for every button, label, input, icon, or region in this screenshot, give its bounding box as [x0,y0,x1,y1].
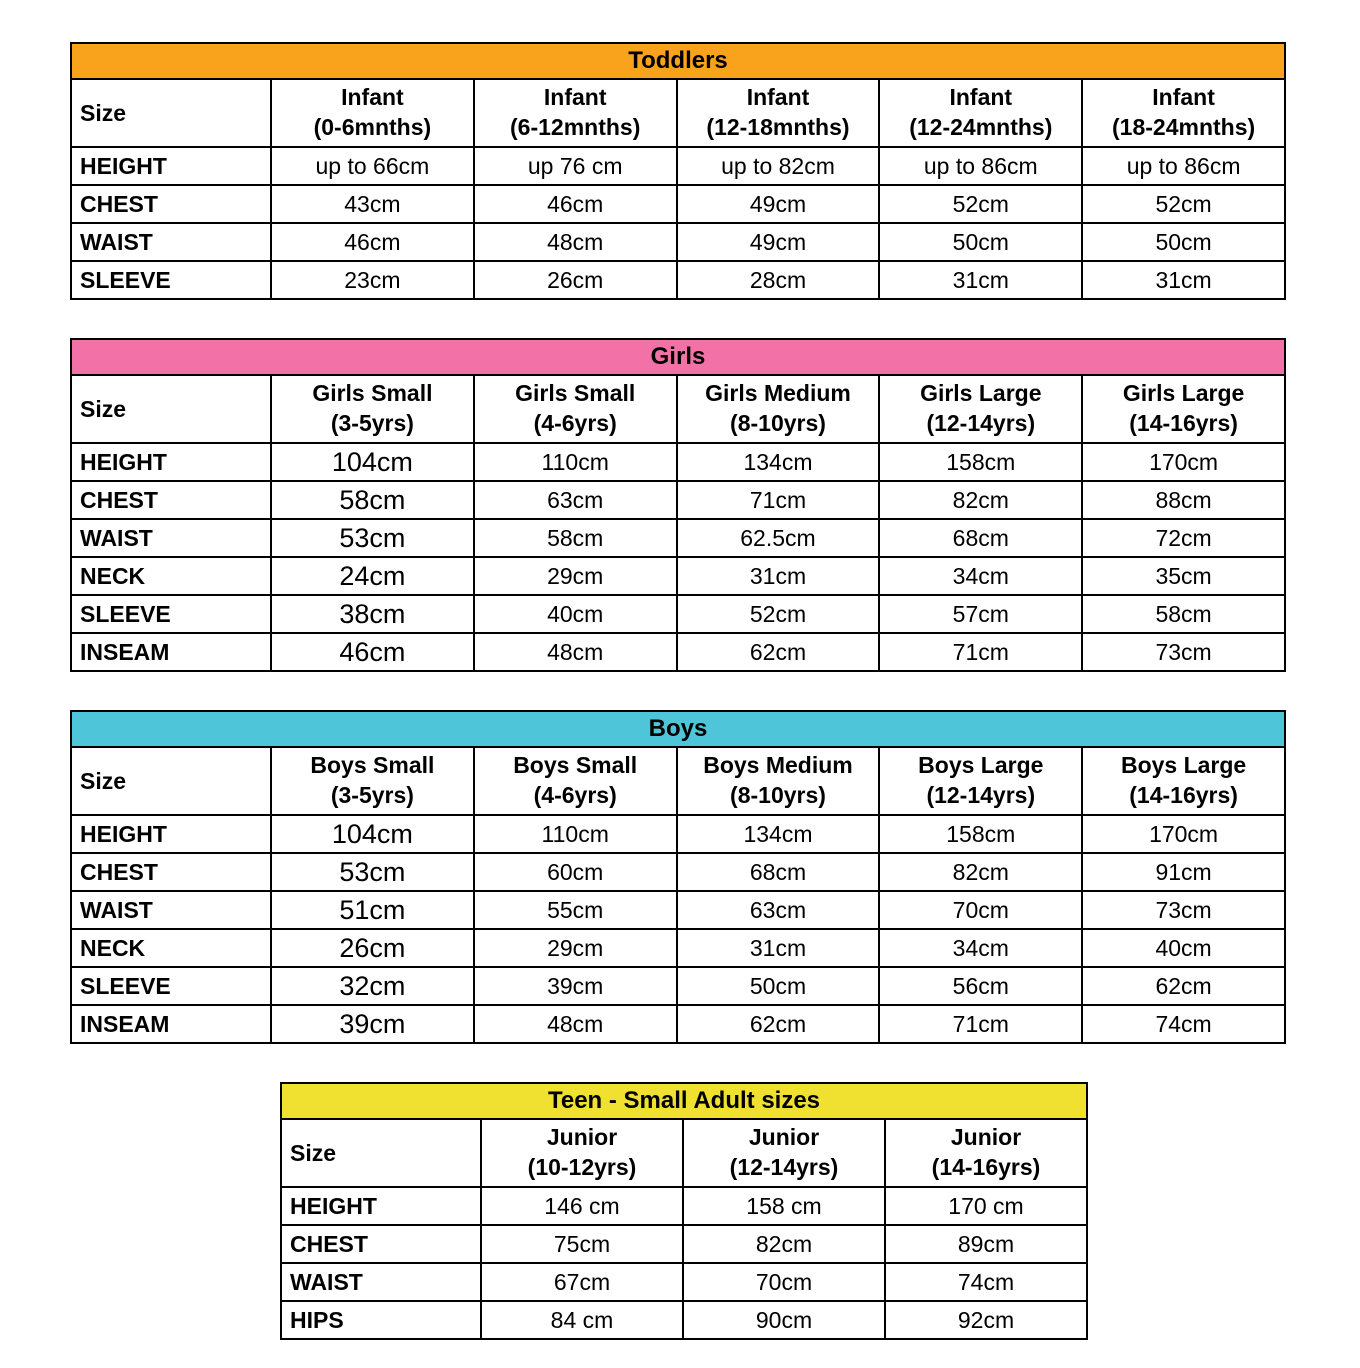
value-cell: 50cm [879,223,1082,261]
value-cell: 46cm [271,633,474,671]
value-cell: 53cm [271,519,474,557]
toddlers-row-sleeve [71,261,1285,299]
value-cell: 56cm [879,967,1082,1005]
column-header-line2: (10-12yrs) [527,1154,637,1180]
teen-table-title: Teen - Small Adult sizes [281,1083,1087,1119]
row-label: WAIST [281,1263,481,1301]
toddlers-column-header-0 [271,79,474,147]
boys-row-height [71,815,1285,853]
toddlers-column-header-2 [677,79,880,147]
row-label: CHEST [71,853,271,891]
column-header-line1: Girls Large [1122,380,1245,407]
value-cell: 55cm [474,891,677,929]
teen-header-row [281,1119,1087,1187]
value-cell: 90cm [683,1301,885,1339]
row-label: NECK [71,929,271,967]
column-header-line2: (14-16yrs) [1129,410,1238,436]
value-cell: 49cm [677,185,880,223]
column-header-line2: (8-10yrs) [730,410,826,436]
value-cell: 46cm [474,185,677,223]
value-cell: up to 86cm [879,147,1082,185]
value-cell: up to 86cm [1082,147,1285,185]
toddlers-row-chest [71,185,1285,223]
column-header-line2: (12-14yrs) [926,410,1036,436]
boys-row-neck [71,929,1285,967]
toddlers-table [70,42,1286,300]
value-cell: 31cm [677,557,880,595]
value-cell: 62.5cm [677,519,880,557]
value-cell: 26cm [474,261,677,299]
value-cell: 53cm [271,853,474,891]
boys-row-waist [71,891,1285,929]
toddlers-table-title: Toddlers [71,43,1285,79]
row-label: WAIST [71,519,271,557]
column-header-line1: Boys Large [1120,752,1247,779]
value-cell: 31cm [1082,261,1285,299]
value-cell: 32cm [271,967,474,1005]
value-cell: 49cm [677,223,880,261]
value-cell: 88cm [1082,481,1285,519]
value-cell: 82cm [879,853,1082,891]
teen-column-header-0 [481,1119,683,1187]
value-cell: 82cm [879,481,1082,519]
toddlers-row-height [71,147,1285,185]
row-label: CHEST [281,1225,481,1263]
value-cell: 146 cm [481,1187,683,1225]
value-cell: 28cm [677,261,880,299]
column-header-line1: Girls Small [312,380,433,407]
value-cell: 170cm [1082,815,1285,853]
value-cell: 73cm [1082,633,1285,671]
row-label: NECK [71,557,271,595]
value-cell: 24cm [271,557,474,595]
girls-column-header-2 [677,375,880,443]
girls-table [70,338,1286,672]
boys-column-header-0 [271,747,474,815]
column-header-line2: (4-6yrs) [533,782,617,808]
value-cell: up to 66cm [271,147,474,185]
row-label: CHEST [71,185,271,223]
girls-header-row [71,375,1285,443]
boys-column-header-4 [1082,747,1285,815]
column-header-line2: (18-24mnths) [1112,114,1256,140]
value-cell: 68cm [879,519,1082,557]
value-cell: 62cm [677,633,880,671]
value-cell: 110cm [474,443,677,481]
value-cell: 48cm [474,223,677,261]
value-cell: 50cm [1082,223,1285,261]
row-label: HEIGHT [71,147,271,185]
value-cell: 34cm [879,929,1082,967]
value-cell: 104cm [271,815,474,853]
value-cell: 170cm [1082,443,1285,481]
value-cell: 74cm [885,1263,1087,1301]
toddlers-size-chart [70,42,1286,300]
boys-row-sleeve [71,967,1285,1005]
value-cell: 158cm [879,815,1082,853]
row-label: INSEAM [71,1005,271,1043]
value-cell: 73cm [1082,891,1285,929]
value-cell: 39cm [271,1005,474,1043]
column-header-line2: (8-10yrs) [730,782,826,808]
boys-column-header-3 [879,747,1082,815]
value-cell: 67cm [481,1263,683,1301]
value-cell: 84 cm [481,1301,683,1339]
value-cell: 104cm [271,443,474,481]
column-header-line1: Infant [746,84,810,111]
value-cell: 48cm [474,633,677,671]
toddlers-column-header-1 [474,79,677,147]
value-cell: 62cm [1082,967,1285,1005]
girls-size-label: Size [71,375,271,443]
value-cell: 63cm [677,891,880,929]
row-label: SLEEVE [71,967,271,1005]
value-cell: 74cm [1082,1005,1285,1043]
boys-row-chest [71,853,1285,891]
toddlers-header-row [71,79,1285,147]
column-header-line2: (14-16yrs) [1129,782,1238,808]
value-cell: 34cm [879,557,1082,595]
column-header-line1: Girls Large [920,380,1042,407]
boys-column-header-1 [474,747,677,815]
value-cell: 57cm [879,595,1082,633]
value-cell: 43cm [271,185,474,223]
girls-size-chart [70,338,1286,672]
value-cell: 23cm [271,261,474,299]
boys-table [70,710,1286,1044]
girls-row-inseam [71,633,1285,671]
column-header-line2: (12-24mnths) [909,114,1053,140]
column-header-line1: Boys Medium [703,752,853,779]
column-header-line2: (6-12mnths) [510,114,641,140]
boys-column-header-2 [677,747,880,815]
teen-column-header-1 [683,1119,885,1187]
boys-size-chart [70,710,1286,1044]
value-cell: 82cm [683,1225,885,1263]
value-cell: 52cm [879,185,1082,223]
value-cell: 134cm [677,443,880,481]
column-header-line2: (12-14yrs) [926,782,1036,808]
row-label: HEIGHT [71,815,271,853]
toddlers-row-waist [71,223,1285,261]
row-label: SLEEVE [71,595,271,633]
column-header-line1: Boys Small [310,752,435,779]
value-cell: 72cm [1082,519,1285,557]
girls-column-header-1 [474,375,677,443]
column-header-line1: Boys Large [918,752,1044,779]
value-cell: 170 cm [885,1187,1087,1225]
girls-row-neck [71,557,1285,595]
value-cell: 39cm [474,967,677,1005]
value-cell: up to 82cm [677,147,880,185]
value-cell: 38cm [271,595,474,633]
value-cell: 134cm [677,815,880,853]
teen-small-adult-size-chart [280,1082,1088,1340]
toddlers-column-header-4 [1082,79,1285,147]
girls-column-header-4 [1082,375,1285,443]
toddlers-size-label: Size [71,79,271,147]
value-cell: 158cm [879,443,1082,481]
value-cell: 71cm [677,481,880,519]
teen-size-label: Size [281,1119,481,1187]
value-cell: 48cm [474,1005,677,1043]
column-header-line1: Boys Small [513,752,638,779]
value-cell: 92cm [885,1301,1087,1339]
value-cell: 58cm [1082,595,1285,633]
value-cell: 29cm [474,557,677,595]
value-cell: 50cm [677,967,880,1005]
girls-row-chest [71,481,1285,519]
toddlers-column-header-3 [879,79,1082,147]
girls-column-header-0 [271,375,474,443]
teen-table [280,1082,1088,1340]
column-header-line2: (4-6yrs) [533,410,617,436]
value-cell: 52cm [677,595,880,633]
teen-row-chest [281,1225,1087,1263]
row-label: HIPS [281,1301,481,1339]
value-cell: 26cm [271,929,474,967]
column-header-line1: Infant [949,84,1013,111]
value-cell: 58cm [474,519,677,557]
column-header-line1: Junior [748,1124,820,1151]
value-cell: 63cm [474,481,677,519]
column-header-line1: Infant [1152,84,1215,111]
teen-row-hips [281,1301,1087,1339]
value-cell: 51cm [271,891,474,929]
teen-row-height [281,1187,1087,1225]
column-header-line2: (14-16yrs) [931,1154,1041,1180]
value-cell: 89cm [885,1225,1087,1263]
row-label: HEIGHT [71,443,271,481]
girls-row-sleeve [71,595,1285,633]
boys-row-inseam [71,1005,1285,1043]
value-cell: 60cm [474,853,677,891]
value-cell: up 76 cm [474,147,677,185]
value-cell: 70cm [683,1263,885,1301]
value-cell: 40cm [474,595,677,633]
value-cell: 35cm [1082,557,1285,595]
value-cell: 158 cm [683,1187,885,1225]
column-header-line1: Infant [543,84,607,111]
value-cell: 71cm [879,633,1082,671]
column-header-line1: Junior [950,1124,1022,1151]
column-header-line1: Infant [341,84,404,111]
value-cell: 29cm [474,929,677,967]
value-cell: 91cm [1082,853,1285,891]
row-label: HEIGHT [281,1187,481,1225]
value-cell: 52cm [1082,185,1285,223]
teen-row-waist [281,1263,1087,1301]
row-label: CHEST [71,481,271,519]
value-cell: 71cm [879,1005,1082,1043]
column-header-line2: (12-14yrs) [729,1154,839,1180]
value-cell: 46cm [271,223,474,261]
row-label: WAIST [71,891,271,929]
boys-size-label: Size [71,747,271,815]
column-header-line1: Girls Small [515,380,636,407]
girls-row-waist [71,519,1285,557]
value-cell: 62cm [677,1005,880,1043]
value-cell: 31cm [677,929,880,967]
column-header-line2: (3-5yrs) [330,782,414,808]
value-cell: 110cm [474,815,677,853]
column-header-line2: (3-5yrs) [330,410,414,436]
column-header-line2: (0-6mnths) [313,114,432,140]
girls-row-height [71,443,1285,481]
boys-header-row [71,747,1285,815]
value-cell: 31cm [879,261,1082,299]
column-header-line1: Girls Medium [705,380,851,407]
column-header-line1: Junior [546,1124,618,1151]
value-cell: 40cm [1082,929,1285,967]
row-label: INSEAM [71,633,271,671]
teen-column-header-2 [885,1119,1087,1187]
value-cell: 75cm [481,1225,683,1263]
column-header-line2: (12-18mnths) [706,114,850,140]
boys-table-title: Boys [71,711,1285,747]
value-cell: 70cm [879,891,1082,929]
row-label: SLEEVE [71,261,271,299]
girls-table-title: Girls [71,339,1285,375]
value-cell: 68cm [677,853,880,891]
row-label: WAIST [71,223,271,261]
value-cell: 58cm [271,481,474,519]
girls-column-header-3 [879,375,1082,443]
